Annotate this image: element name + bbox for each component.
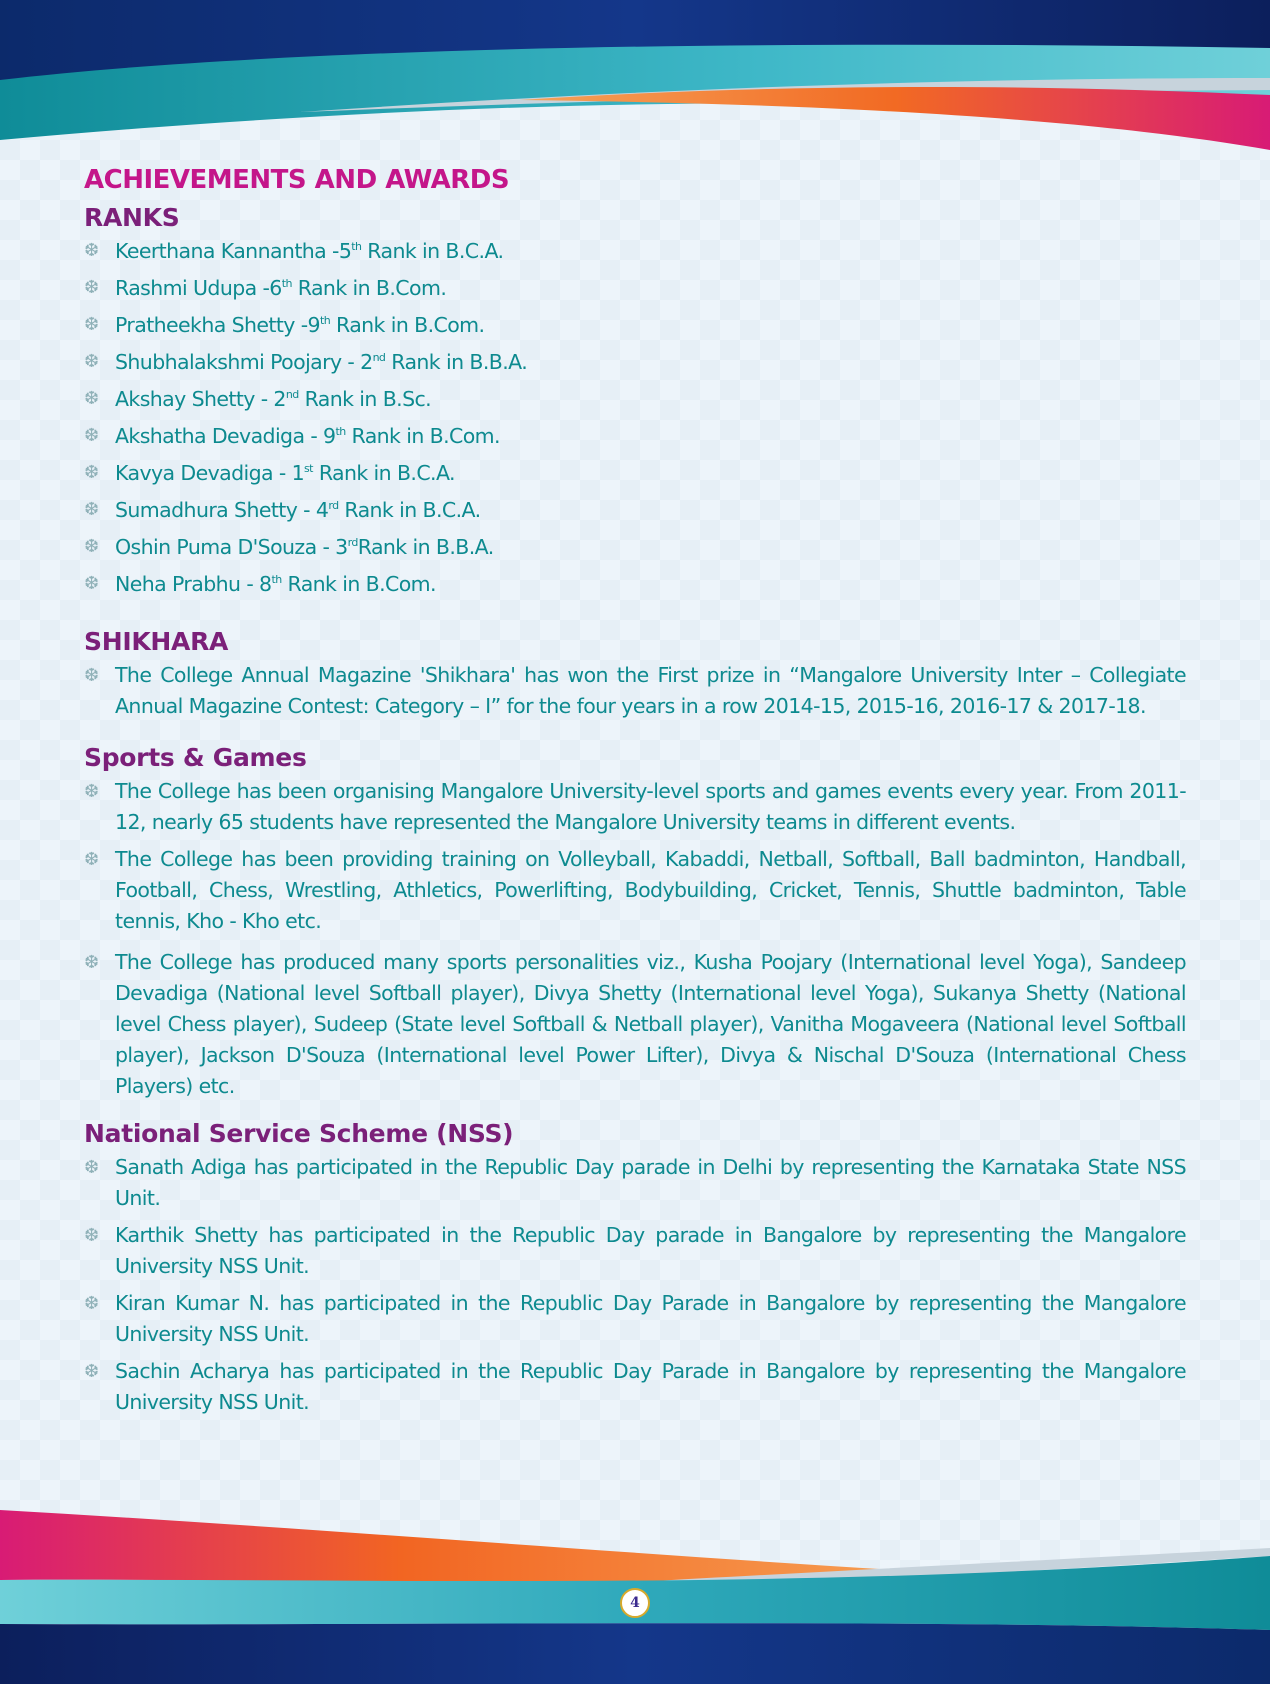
sports-list [84,776,1186,1102]
snowflake-bullet-icon: ❆ [84,1157,99,1178]
rank-name: Neha Prabhu - 8 [115,572,272,596]
item-text: Sachin Acharya has participated in the Republic Day Parade in Bangalore by representing the Mangalore University NSS Unit. [115,1359,1186,1414]
snowflake-bullet-icon: ❆ [84,314,99,335]
rank-suffix: nd [285,388,299,402]
ranks-list [84,236,1186,599]
list-item [84,347,1186,377]
rank-course: Rank in B.Com. [345,424,500,448]
rank-suffix: nd [372,351,386,365]
snowflake-bullet-icon: ❆ [84,536,99,557]
list-item [84,495,1186,525]
rank-suffix: th [351,240,362,254]
snowflake-bullet-icon: ❆ [84,1225,99,1246]
page-content [84,160,1186,1424]
list-item [84,310,1186,340]
list-item [84,458,1186,488]
item-text: The College Annual Magazine 'Shikhara' has won the First prize in “Mangalore University Inter – Collegiate Annual Magazine Contest: Category – I” for the four years in a row 2014-15, 2015-16, 2016-17 & 2017-18. [115,663,1186,718]
shikhara-heading: SHIKHARA [84,627,229,656]
rank-name: Kavya Devadiga - 1 [115,461,305,485]
list-item [84,236,1186,266]
rank-suffix: th [335,425,346,439]
rank-name: Shubhalakshmi Poojary - 2 [115,350,373,374]
item-text: Kiran Kumar N. has participated in the Republic Day Parade in Bangalore by representing the Mangalore University NSS Unit. [115,1291,1186,1346]
snowflake-bullet-icon: ❆ [84,240,99,261]
snowflake-bullet-icon: ❆ [84,499,99,520]
rank-course: Rank in B.Com. [291,276,447,300]
snowflake-bullet-icon: ❆ [84,462,99,483]
list-item [84,273,1186,303]
rank-name: Sumadhura Shetty - 4 [115,498,329,522]
snowflake-bullet-icon: ❆ [84,952,99,973]
list-item [84,660,1186,722]
list-item [84,569,1186,599]
rank-name: Oshin Puma D'Souza - 3 [115,535,348,559]
header-decor-band [0,0,1270,160]
rank-course: Rank in B.C.A. [361,239,504,263]
rank-name: Pratheekha Shetty -9 [115,313,320,337]
list-item [84,1356,1186,1418]
list-item [84,1220,1186,1282]
snowflake-bullet-icon: ❆ [84,849,99,870]
rank-suffix: th [271,573,282,587]
page-number: 4 [620,1588,650,1618]
rank-course: Rank in B.C.A. [312,461,455,485]
rank-name: Akshatha Devadiga - 9 [115,424,336,448]
snowflake-bullet-icon: ❆ [84,573,99,594]
item-text: The College has produced many sports personalities viz., Kusha Poojary (International level Yoga), Sandeep Devadiga (National level Softball player), Divya Shetty (International level Yoga), Sukanya Shetty (National level Chess player), Sudeep (State level Softball & Netball player), Vanitha Mogaveera (National level Softball player), Jackson D'Souza (International level Power Lifter), Divya & Nischal D'Souza (International Chess Players) etc. [115,950,1186,1098]
sports-heading: Sports & Games [84,743,307,772]
snowflake-bullet-icon: ❆ [84,351,99,372]
rank-name: Akshay Shetty - 2 [115,387,286,411]
item-text: The College has been organising Mangalore University-level sports and games events every year. From 2011-12, nearly 65 students have represented the Mangalore University teams in different events. [115,779,1186,834]
list-item [84,421,1186,451]
rank-course: Rank in B.Com. [330,313,485,337]
snowflake-bullet-icon: ❆ [84,1293,99,1314]
list-item [84,1288,1186,1350]
shikhara-list [84,660,1186,722]
rank-name: Keerthana Kannantha -5 [115,239,352,263]
list-item [84,1152,1186,1214]
page-title: ACHIEVEMENTS AND AWARDS [84,165,510,195]
snowflake-bullet-icon: ❆ [84,1361,99,1382]
header-wave-graphic [0,0,1270,160]
rank-suffix: rd [347,536,358,550]
snowflake-bullet-icon: ❆ [84,665,99,686]
snowflake-bullet-icon: ❆ [84,277,99,298]
rank-course: Rank in B.C.A. [338,498,481,522]
item-text: Karthik Shetty has participated in the Republic Day parade in Bangalore by representing the Mangalore University NSS Unit. [115,1223,1186,1278]
nss-heading: National Service Scheme (NSS) [84,1119,514,1148]
rank-suffix: rd [328,499,339,513]
list-item [84,532,1186,562]
rank-course: Rank in B.B.A. [385,350,528,374]
rank-course: Rank in B.Sc. [298,387,432,411]
item-text: The College has been providing training on Volleyball, Kabaddi, Netball, Softball, Ball badminton, Handball, Football, Chess, Wrestling, Athletics, Powerlifting, Bodybuilding, Cricket, Tennis, Shuttle badminton, Table tennis, Kho - Kho etc. [115,847,1186,933]
ranks-heading: RANKS [84,203,180,232]
rank-suffix: th [281,277,292,291]
rank-suffix: th [319,314,331,328]
list-item [84,844,1186,937]
nss-list [84,1152,1186,1418]
snowflake-bullet-icon: ❆ [84,781,99,802]
list-item [84,776,1186,838]
rank-course: Rank in B.B.A. [357,535,494,559]
list-item [84,384,1186,414]
snowflake-bullet-icon: ❆ [84,388,99,409]
rank-course: Rank in B.Com. [281,572,436,596]
rank-suffix: st [304,462,313,476]
rank-name: Rashmi Udupa -6 [115,276,282,300]
list-item [84,947,1186,1102]
snowflake-bullet-icon: ❆ [84,425,99,446]
item-text: Sanath Adiga has participated in the Republic Day parade in Delhi by representing the Karnataka State NSS Unit. [115,1155,1186,1210]
